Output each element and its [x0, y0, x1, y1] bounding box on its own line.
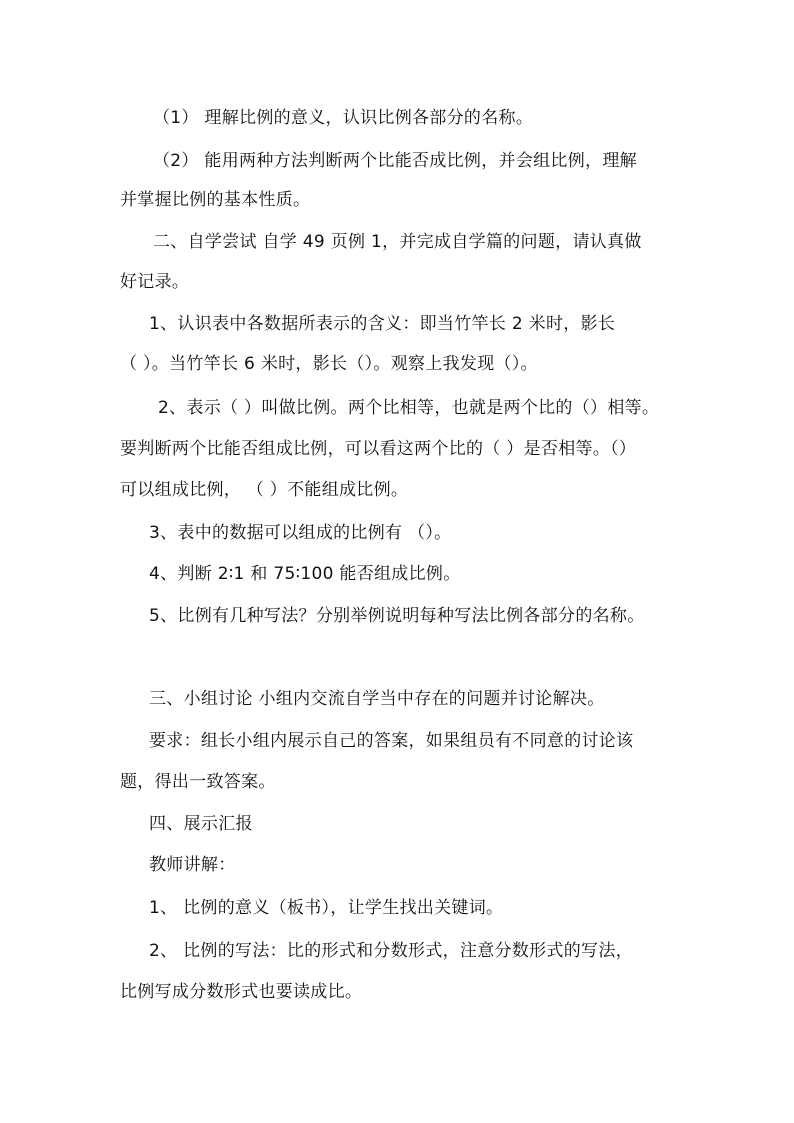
- question-5: 5、比例有几种写法？分别举例说明每种写法比例各部分的名称。: [149, 606, 645, 626]
- objective-2-line-2: 并掌握比例的基本性质。: [120, 190, 311, 210]
- question-2-line-3: 可以组成比例， （ ）不能组成比例。: [120, 480, 409, 500]
- teacher-explanation-label: 教师讲解：: [149, 855, 236, 875]
- question-2-line-1: 2、表示（ ）叫做比例。两个比相等，也就是两个比的（）相等。: [158, 398, 660, 418]
- question-1-line-2: （ ）。当竹竿长 6 米时，影长（）。观察上我发现（）。: [120, 354, 538, 374]
- section-2-heading: 二、自学尝试 自学 49 页例 1，并完成自学篇的问题，请认真做: [153, 232, 642, 252]
- section-4-heading: 四、展示汇报: [149, 814, 253, 834]
- explanation-point-2-line-2: 比例写成分数形式也要读成比。: [120, 982, 363, 1002]
- requirement-line-2: 题，得出一致答案。: [120, 772, 276, 792]
- question-3: 3、表中的数据可以组成的比例有 （）。: [149, 523, 452, 543]
- section-3-heading: 三、小组讨论 小组内交流自学当中存在的问题并讨论解决。: [149, 689, 605, 709]
- question-1-line-1: 1、认识表中各数据所表示的含义：即当竹竿长 2 米时，影长: [149, 314, 616, 334]
- explanation-point-2-line-1: 2、 比例的写法：比的形式和分数形式，注意分数形式的写法，: [149, 941, 633, 961]
- objective-1: （1） 理解比例的意义，认识比例各部分的名称。: [153, 108, 534, 128]
- question-2-line-2: 要判断两个比能否组成比例，可以看这两个比的（ ）是否相等。（）: [120, 439, 637, 459]
- objective-2-line-1: （2） 能用两种方法判断两个比能否成比例，并会组比例，理解: [153, 151, 637, 171]
- question-4: 4、判断 2∶1 和 75∶100 能否组成比例。: [149, 564, 461, 584]
- section-2-heading-cont: 好记录。: [120, 272, 190, 292]
- requirement-line-1: 要求：组长小组内展示自己的答案，如果组员有不同意的讨论该: [149, 731, 634, 751]
- explanation-point-1: 1、 比例的意义（板书），让学生找出关键词。: [149, 898, 504, 918]
